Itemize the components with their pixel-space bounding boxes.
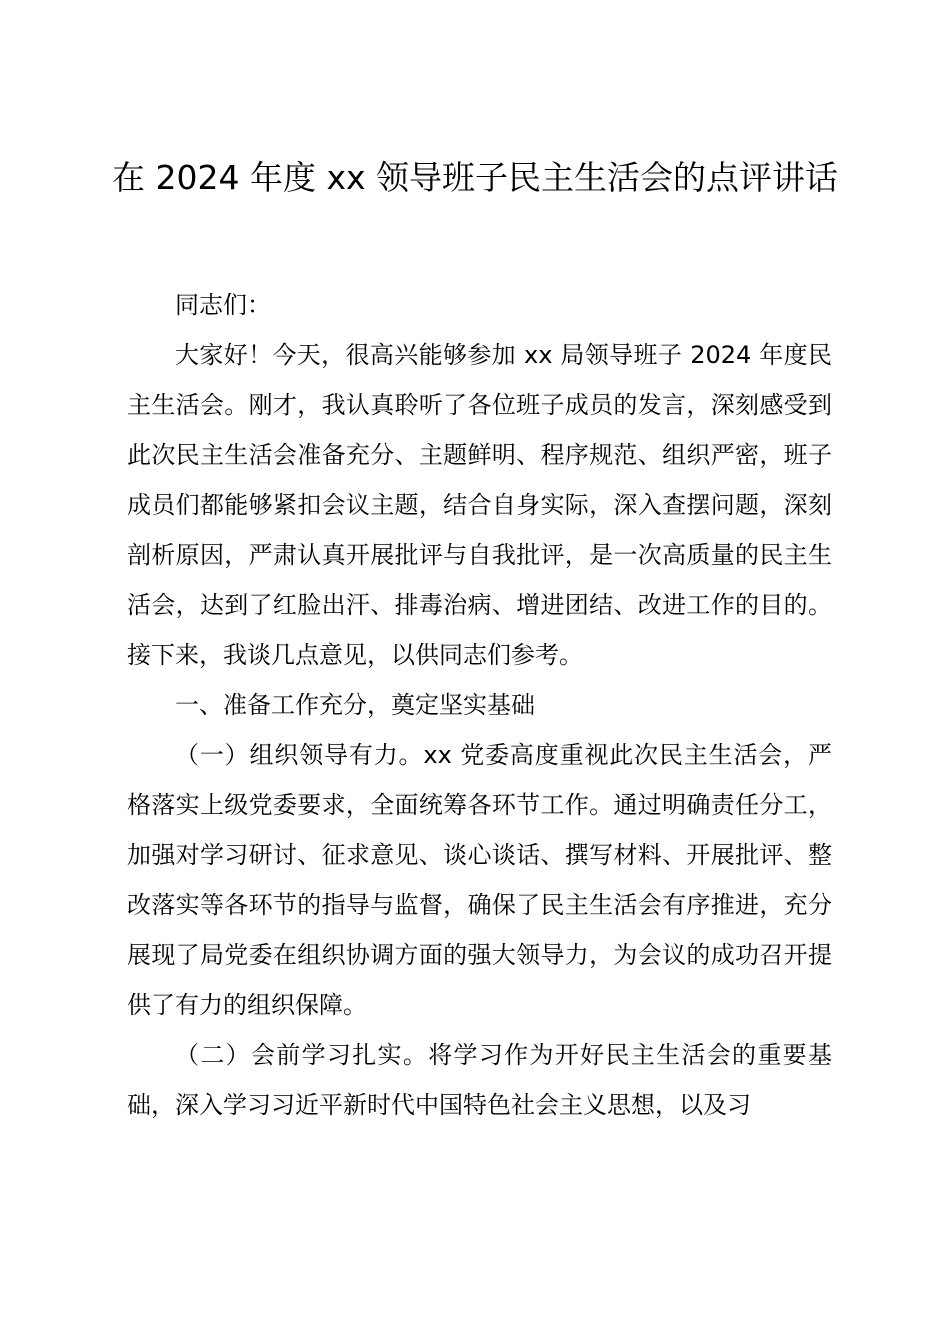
- salutation: 同志们：: [175, 291, 271, 319]
- section-heading-1: 一、准备工作充分，奠定坚实基础: [175, 691, 535, 719]
- paragraph-organization: （一）组织领导有力。xx 党委高度重视此次民主生活会，严格落实上级党委要求，全面统筹各环节工作。通过明确责任分工，加强对学习研讨、征求意见、谈心谈话、撰写材料、开展批评、整改落实等各环节的指导与监督，确保了民主生活会有序推进，充分展现了局党委在组织协调方面的强大领导力，为会议的成功召开提供了有力的组织保障。: [127, 741, 832, 1019]
- paragraph-study: （二）会前学习扎实。将学习作为开好民主生活会的重要基础，深入学习习近平新时代中国特色社会主义思想，以及习: [127, 1041, 832, 1119]
- paragraph-opening: 大家好！今天，很高兴能够参加 xx 局领导班子 2024 年度民主生活会。刚才，我认真聆听了各位班子成员的发言，深刻感受到此次民主生活会准备充分、主题鲜明、程序规范、组织严密，班子成员们都能够紧扣会议主题，结合自身实际，深入查摆问题，深刻剖析原因，严肃认真开展批评与自我批评，是一次高质量的民主生活会，达到了红脸出汗、排毒治病、增进团结、改进工作的目的。接下来，我谈几点意见，以供同志们参考。: [127, 341, 832, 669]
- document-title: 在 2024 年度 xx 领导班子民主生活会的点评讲话: [112, 158, 838, 197]
- document-body: [127, 280, 832, 1130]
